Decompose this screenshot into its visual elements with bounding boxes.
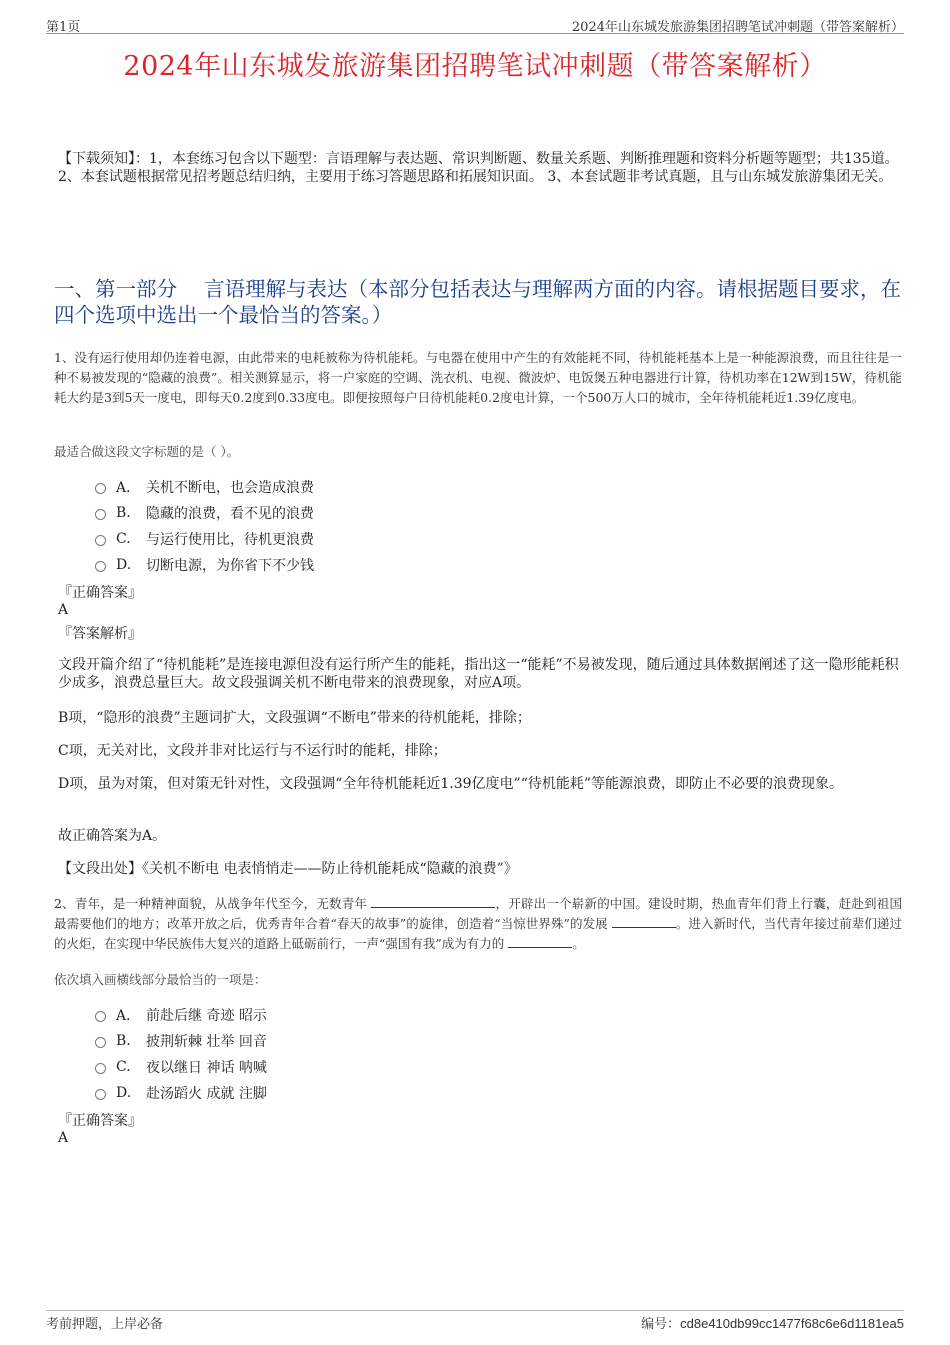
radio-icon[interactable] [95, 1011, 106, 1022]
question-1-text: 1、没有运行使用却仍连着电源，由此带来的电耗被称为待机能耗。与电器在使用中产生的有效能耗不同，待机能耗基本上是一种能源浪费，而且往往是一种不易被发现的“隐藏的浪费”。相关测算显示，将一户家庭的空调、洗衣机、电视、微波炉、电饭煲五种电器进行计算，待机功率在12W到15W，待机能耗大约是3到5天一度电，即每天0.2度到0.33度电。即便按照每户日待机能耗0.2度电计算，一个500万人口的城市，全年待机能耗近1.39亿度电。 [54, 350, 902, 405]
q1-option-a[interactable]: A． 关机不断电，也会造成浪费 [95, 477, 314, 497]
q1-analysis-para: 文段开篇介绍了“待机能耗”是连接电源但没有运行所产生的能耗，指出这一“能耗”不易被发现，随后通过具体数据阐述了这一隐形能耗积少成多，浪费总量巨大。故文段强调关机不断电带来的浪费现象，对应A项。 [58, 657, 899, 691]
section-heading: 一、第一部分 言语理解与表达（本部分包括表达与理解两方面的内容。请根据题目要求，在四个选项中选出一个最恰当的答案。） [54, 277, 902, 327]
fill-blank [612, 914, 676, 928]
radio-icon[interactable] [95, 1089, 106, 1100]
question-2-prompt: 依次填入画横线部分最恰当的一项是： [54, 972, 267, 987]
q1-source: 【文段出处】《关机不断电 电表悄悄走——防止待机能耗成“隐藏的浪费”》 [58, 861, 518, 877]
radio-icon[interactable] [95, 509, 106, 520]
q2-option-c[interactable]: C. 夜以继日 神话 呐喊 [95, 1057, 267, 1077]
header-divider [46, 33, 904, 34]
radio-icon[interactable] [95, 483, 106, 494]
q1-analysis-para: C项，无关对比，文段并非对比运行与不运行时的能耗，排除； [58, 743, 447, 759]
radio-icon[interactable] [95, 535, 106, 546]
footer-divider [46, 1310, 904, 1311]
q1-analysis-para: D项，虽为对策，但对策无针对性，文段强调“全年待机能耗近1.39亿度电”“待机能耗”等能源浪费，即防止不必要的浪费现象。 [58, 776, 844, 792]
q2-answer: A [58, 1130, 69, 1146]
q1-answer: A [58, 602, 69, 618]
header-doc-title: 2024年山东城发旅游集团招聘笔试冲刺题（带答案解析） [571, 20, 904, 35]
download-notice: 【下载须知】：1，本套练习包含以下题型：言语理解与表达题、常识判断题、数量关系题、判断推理题和资料分析题等题型；共135道。 2、本套试题根据常见招考题总结归纳，主要用于练习答题思路和拓展知识面。 3、本套试题非考试真题，且与山东城发旅游集团无关。 [58, 151, 899, 185]
document-title: 2024年山东城发旅游集团招聘笔试冲刺题（带答案解析） [123, 51, 827, 82]
q1-option-d[interactable]: D. 切断电源，为你省下不少钱 [95, 555, 314, 575]
fill-blank [508, 934, 572, 948]
footer-code: 编号：cd8e410db99cc1477f68c6e6d1181ea5 [641, 1316, 904, 1332]
q1-answer-label: 『正确答案』 [58, 585, 142, 601]
q1-option-c[interactable]: C. 与运行使用比，待机更浪费 [95, 529, 314, 549]
q2-option-b[interactable]: B. 披荆斩棘 壮举 回音 [95, 1031, 267, 1051]
q1-analysis-label: 『答案解析』 [58, 626, 142, 642]
q1-analysis-para: B项，“隐形的浪费”主题词扩大，文段强调“不断电”带来的待机能耗，排除； [58, 710, 531, 726]
radio-icon[interactable] [95, 1063, 106, 1074]
page-number: 第1页 [46, 20, 81, 35]
question-1-prompt: 最适合做这段文字标题的是（ ）。 [54, 444, 240, 459]
radio-icon[interactable] [95, 561, 106, 572]
q2-answer-label: 『正确答案』 [58, 1113, 142, 1129]
q1-analysis-para: 故正确答案为A。 [58, 828, 167, 844]
q1-option-b[interactable]: B. 隐藏的浪费，看不见的浪费 [95, 503, 314, 523]
radio-icon[interactable] [95, 1037, 106, 1048]
footer-slogan: 考前押题，上岸必备 [46, 1317, 164, 1332]
q2-option-a[interactable]: A． 前赴后继 奇迹 昭示 [95, 1005, 267, 1025]
q2-option-d[interactable]: D. 赴汤蹈火 成就 注脚 [95, 1083, 267, 1103]
fill-blank [371, 894, 495, 908]
question-2-text: 2、青年，是一种精神面貌，从战争年代至今，无数青年 ，开辟出一个崭新的中国。建设时期，热血青年们背上行囊，赶赴到祖国最需要他们的地方；改革开放之后，优秀青年合着“春天的故事”的旋律，创造着“当惊世界殊”的发展 。进入新时代，当代青年接过前辈们递过的火炬，在实现中华民族伟大复兴的道路上砥砺前行，一声“强国有我”成为有力的 。 [54, 896, 902, 951]
